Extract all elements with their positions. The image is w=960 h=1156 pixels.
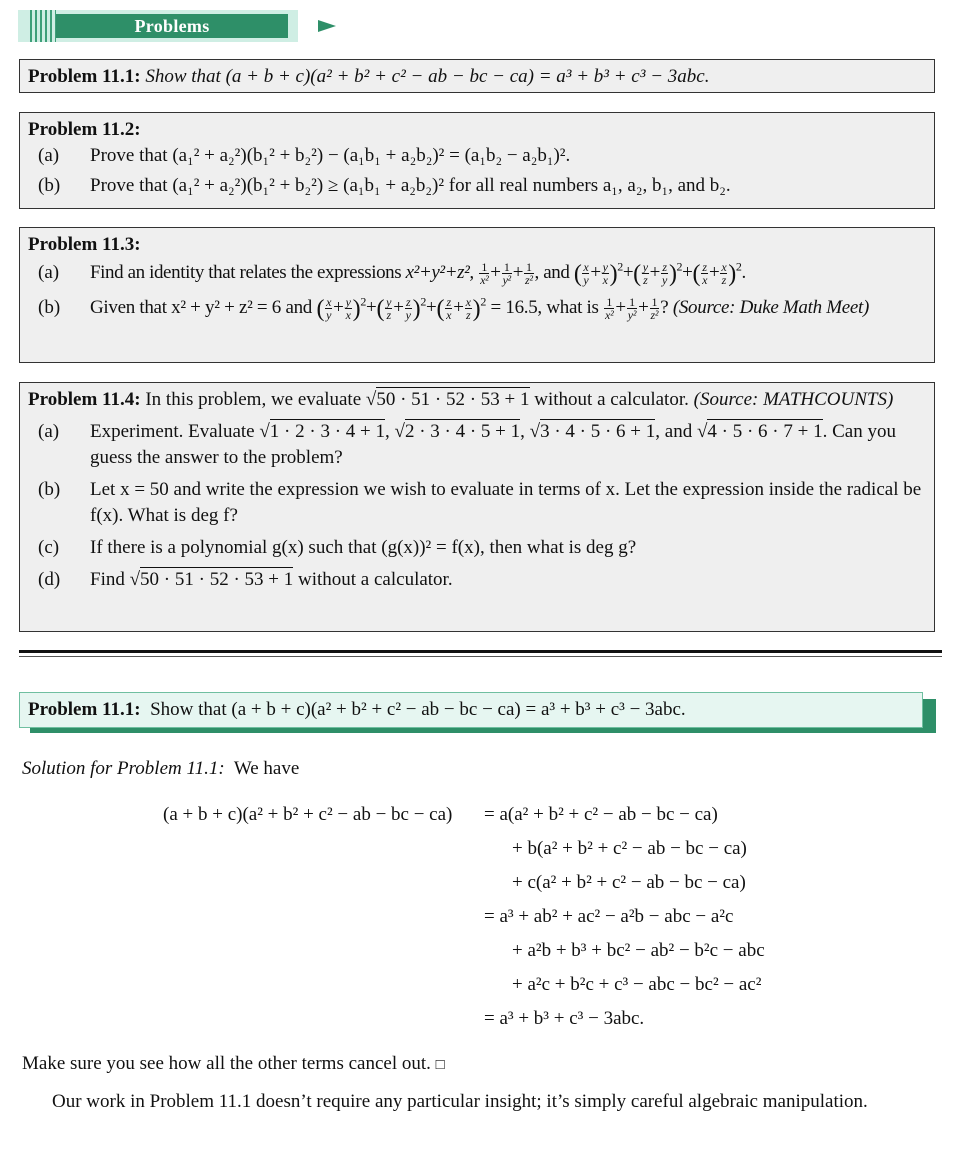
part-c [28, 535, 926, 561]
source-citation: (Source: MATHCOUNTS) [693, 389, 894, 410]
equation-lhs: (a + b + c)(a² + b² + c² − ab − bc − ca) [163, 804, 453, 825]
equation-line: = a³ + b³ + c³ − 3abc. [484, 1008, 645, 1029]
text-fragment: without a calculator. [298, 569, 453, 590]
part-b [28, 173, 926, 199]
part-text: Given that x² + y² + z² = 6 and ( $\frac{x}{y}$ + $\frac{y}{x}$ )$^2$+( $\frac{y}{z}$ + $\frac{z}{y}$ )$^2$+( $\frac{z}{x}$ + $\frac{x}{z}$ )$^2$ = 16.5, what is $\frac{1}{\text{x²}}$ + $\frac{1}{\text{y²}}$ + $\frac{1}{\text{z²}}$ ? (Source: Duke Math Meet) [90, 294, 870, 323]
part-text: Prove that (a₁² + a₂²)(b₁² + b₂²) ≥ (a₁b₁ + a₂b₂)² for all real numbers a₁, a₂, b₁, and b₂. [90, 175, 731, 196]
radicand: 4 · 5 · 6 · 7 + 1 [707, 421, 823, 442]
text-fragment: = 16.5, what is [490, 297, 599, 318]
conclusion [22, 1050, 445, 1079]
problem-11-3-box [19, 227, 935, 363]
solution-problem-box [19, 692, 923, 728]
problem-text: Show that (a + b + c)(a² + b² + c² − ab − bc − ca) = a³ + b³ + c³ − 3abc. [145, 66, 710, 87]
radicand: 3 · 4 · 5 · 6 + 1 [540, 421, 656, 442]
part-d [28, 567, 926, 593]
text-fragment: , and [534, 262, 570, 283]
radical: √3 · 4 · 5 · 6 + 1 [529, 421, 656, 442]
problem-label: Problem 11.4: [28, 389, 141, 410]
solution-title: Solution for Problem 11.1: [22, 758, 225, 779]
radicand: 1 · 2 · 3 · 4 + 1 [269, 421, 385, 442]
problem-11-4-box [19, 382, 935, 632]
part-b [28, 295, 926, 322]
radicand: 2 · 3 · 4 · 5 + 1 [404, 421, 521, 442]
part-a [28, 260, 926, 287]
part-label: (b) [38, 479, 61, 500]
part-a [28, 419, 926, 471]
equation-line: + c(a² + b² + c² − ab − bc − ca) [512, 872, 746, 893]
text-fragment: without a calculator. [534, 389, 689, 410]
part-label: (d) [38, 569, 61, 590]
problems-banner [18, 10, 323, 42]
part-label: (c) [38, 537, 60, 558]
text-fragment: Make sure you see how all the other terms cancel out. [22, 1053, 431, 1074]
pencil-stripes [30, 10, 56, 42]
radicand: 50 · 51 · 52 · 53 + 1 [140, 569, 294, 590]
equation-line: + a²c + b²c + c³ − abc − bc² − ac² [512, 974, 762, 995]
part-label: (b) [38, 175, 61, 196]
text-fragment: Find an identity that relates the expressions [90, 262, 402, 283]
problem-11-1-box [19, 59, 935, 93]
problem-label: Problem 11.2: [28, 119, 141, 140]
problem-text: Show that (a + b + c)(a² + b² + c² − ab − bc − ca) = a³ + b³ + c³ − 3abc. [150, 699, 686, 720]
section-divider-thin [19, 656, 942, 657]
part-text: Let x = 50 and write the expression we wish to evaluate in terms of x. Let the expression inside the radical be f(x). What is deg f? [90, 479, 922, 526]
radical: √4 · 5 · 6 · 7 + 1 [696, 421, 823, 442]
radical: √1 · 2 · 3 · 4 + 1 [259, 421, 385, 442]
problem-11-2-box [19, 112, 935, 209]
equation-line: + a²b + b³ + bc² − ab² − b²c − abc [512, 940, 765, 961]
source-citation: (Source: Duke Math Meet) [672, 297, 870, 318]
part-text: Prove that (a₁² + a₂²)(b₁² + b₂²) − (a₁b₁ + a₂b₂)² = (a₁b₂ − a₂b₁)². [90, 145, 571, 166]
text-fragment: ? [660, 297, 669, 318]
equation-line: = a³ + ab² + ac² − a²b − abc − a²c [484, 906, 734, 927]
radical: √2 · 3 · 4 · 5 + 1 [394, 421, 521, 442]
problem-label: Problem 11.3: [28, 234, 141, 255]
radical: √50 · 51 · 52 · 53 + 1 [365, 389, 530, 410]
solution-heading [22, 755, 299, 783]
problem-intro [28, 387, 926, 413]
banner-title: Problems [134, 16, 210, 36]
part-b [28, 477, 926, 529]
equation-line: + b(a² + b² + c² − ab − bc − ca) [512, 838, 747, 859]
math-expression: x²+y²+z², [405, 262, 474, 283]
text-fragment: We have [233, 758, 300, 779]
part-label: (a) [38, 421, 60, 442]
text-fragment: Can you guess the answer to the problem? [90, 421, 896, 468]
part-label: (b) [38, 297, 61, 318]
section-divider-thick [19, 650, 942, 653]
part-label: (a) [38, 262, 60, 283]
text-fragment: Experiment. Evaluate [90, 421, 255, 442]
text-fragment: In this problem, we evaluate [145, 389, 362, 410]
text-fragment: Given that x² + y² + z² = 6 and [90, 297, 312, 318]
part-a [28, 143, 926, 169]
equation-line: = a(a² + b² + c² − ab − bc − ca) [484, 804, 718, 825]
remark-paragraph: Our work in Problem 11.1 doesn’t require any particular insight; it’s simply careful algebraic manipulation. [52, 1091, 868, 1112]
qed-icon: □ [435, 1057, 445, 1073]
pencil-tip-icon [318, 20, 336, 32]
problem-label: Problem 11.1: [28, 66, 141, 87]
part-text: Experiment. Evaluate √1 · 2 · 3 · 4 + 1, √2 · 3 · 4 · 5 + 1, √3 · 4 · 5 · 6 + 1, and √4 · 5 · 6 · 7 + 1. Can you guess the answer to the problem? [90, 421, 896, 468]
part-label: (a) [38, 145, 60, 166]
text-fragment: Find [90, 569, 125, 590]
part-text [90, 567, 926, 593]
radicand: 50 · 51 · 52 · 53 + 1 [376, 389, 530, 410]
part-text: If there is a polynomial g(x) such that (g(x))² = f(x), then what is deg g? [90, 537, 637, 558]
radical: √50 · 51 · 52 · 53 + 1 [129, 569, 294, 590]
problem-label: Problem 11.1: [28, 699, 141, 720]
part-text: Find an identity that relates the expressions x²+y²+z², $\frac{1}{\text{x²}}$ + $\frac{1}{\text{y²}}$ + $\frac{1}{\text{z²}}$ , and ( $\frac{x}{y}$ + $\frac{y}{x}$ )$^2$+( $\frac{y}{z}$ + $\frac{z}{y}$ )$^2$+( $\frac{z}{x}$ + $\frac{x}{z}$ )$^2$. [90, 259, 746, 288]
